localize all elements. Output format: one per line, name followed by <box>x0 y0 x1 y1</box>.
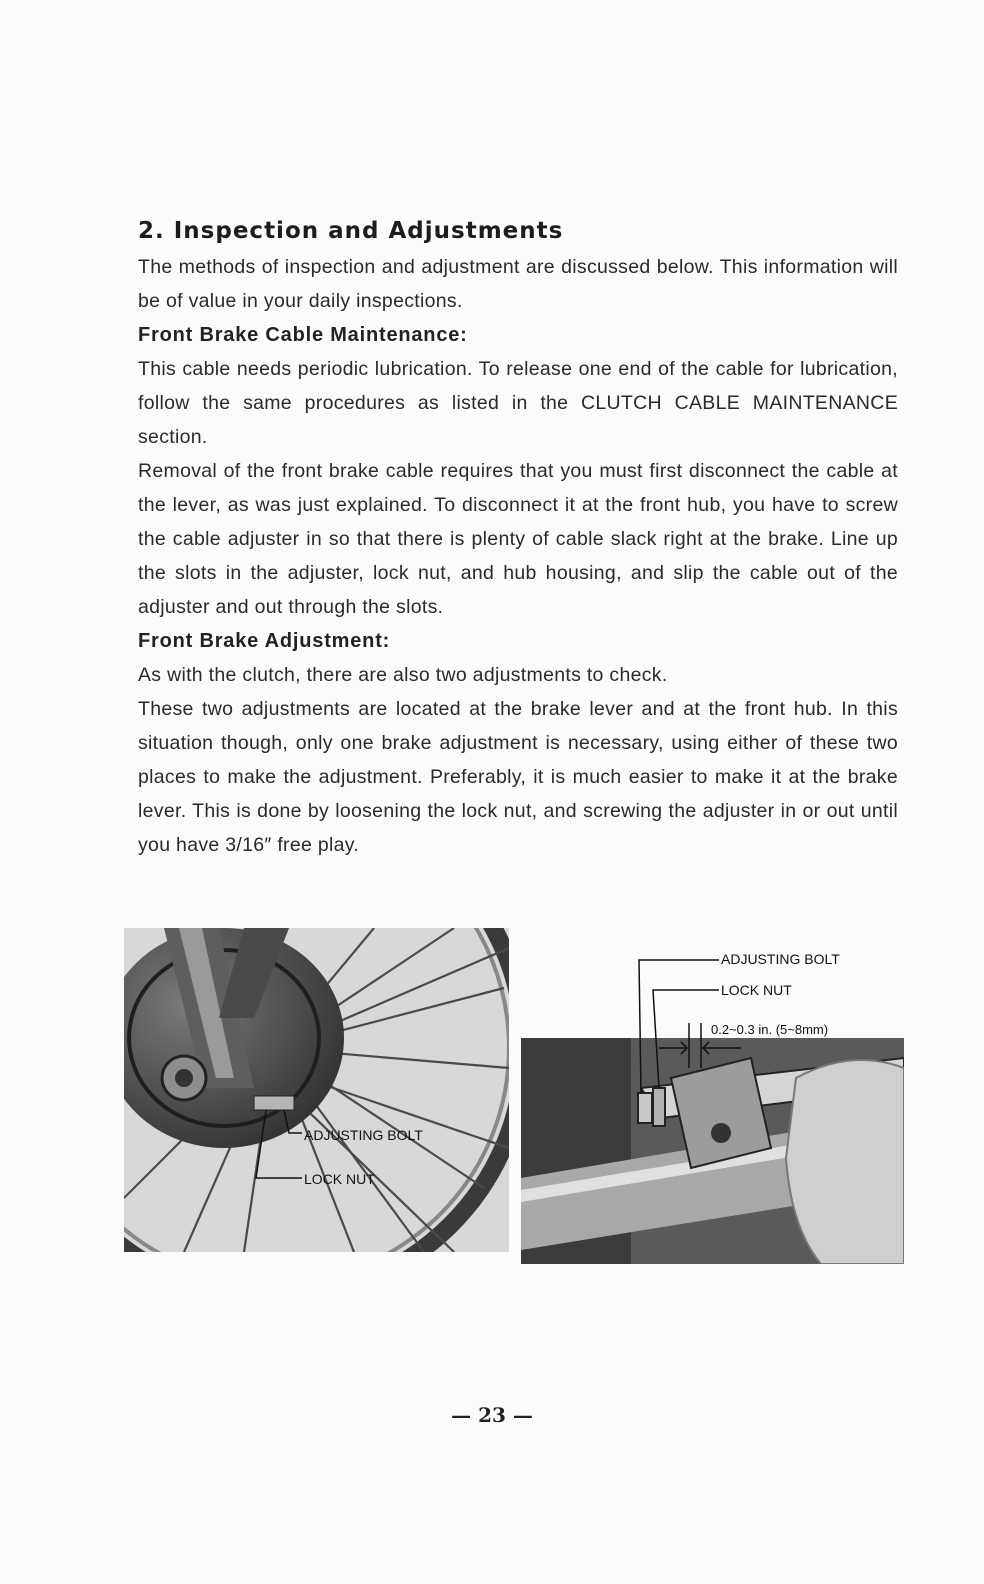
brake-adjustment-heading: Front Brake Adjustment: <box>138 630 391 652</box>
adjustment-paragraph-2: These two adjustments are located at the brake lever and at the front hub. In this situation though, only one brake adjustment is necessary, using either of these two places to make the adjustment. Preferably, it is much easier to make it at the brake lever. This is done by loosening the lock nut, and screwing the adjuster in or out until you have 3/16″ free play. <box>138 698 898 856</box>
free-play-label: 0.2~0.3 in. (5~8mm) <box>711 1022 829 1037</box>
cable-paragraph-1: This cable needs periodic lubrication. To release one end of the cable for lubrication, follow the same procedures as listed in the CLUTCH CABLE MAINTENANCE section. <box>138 358 898 448</box>
page-number: — 23 — <box>451 1403 533 1427</box>
adjustment-paragraph-1: As with the clutch, there are also two adjustments to check. <box>138 664 668 686</box>
cable-maintenance-heading: Front Brake Cable Maintenance: <box>138 324 468 346</box>
right-adjusting-bolt-label: ADJUSTING BOLT <box>721 951 840 967</box>
cable-paragraph-2: Removal of the front brake cable requires that you must first disconnect the cable at the lever, as was just explained. To disconnect it at the front hub, you have to screw the cable adjuster in so that there is plenty of cable slack right at the brake. Line up the slots in the adjuster, lock nut, and hub housing, and slip the cable out of the adjuster and out through the slots. <box>138 460 898 618</box>
left-adjusting-bolt-label: ADJUSTING BOLT <box>304 1127 423 1143</box>
right-lock-nut-label: LOCK NUT <box>721 982 792 998</box>
section-heading: 2. Inspection and Adjustments <box>138 218 564 244</box>
intro-paragraph: The methods of inspection and adjustment are discussed below. This information will be of value in your daily inspections. <box>138 256 898 312</box>
front-hub-photo <box>124 928 509 1252</box>
brake-lever-photo <box>521 928 904 1264</box>
text-block <box>138 218 898 862</box>
figures-row <box>124 928 904 1268</box>
left-lock-nut-label: LOCK NUT <box>304 1171 375 1187</box>
